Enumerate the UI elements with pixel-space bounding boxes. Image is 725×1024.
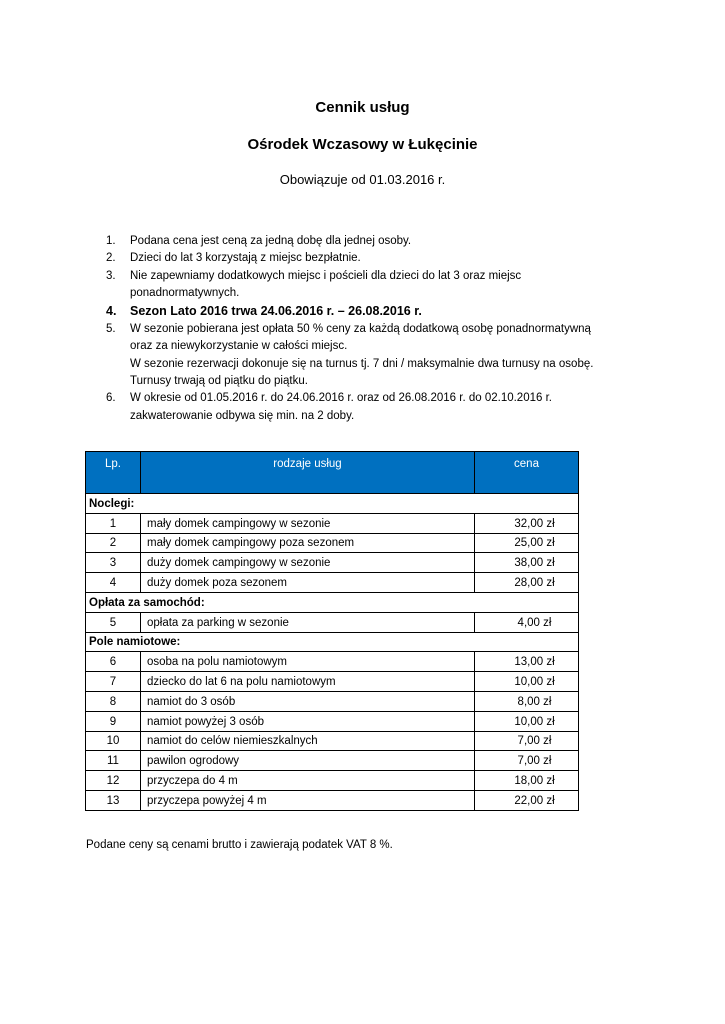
rule-text: Podana cena jest ceną za jedną dobę dla jednej osoby. (130, 235, 412, 247)
rule-item (106, 268, 646, 303)
rule-item-season (106, 302, 646, 321)
row-lp: 12 (86, 771, 141, 791)
rule-text: ponadnormatywnych. (130, 286, 240, 299)
row-lp: 3 (86, 553, 141, 573)
table-row (86, 672, 579, 692)
table-row (86, 790, 579, 810)
row-price: 13,00 zł (475, 652, 579, 672)
rule-item (106, 321, 646, 390)
row-lp: 4 (86, 573, 141, 593)
vat-note: Podane ceny są cenami brutto i zawierają podatek VAT 8 %. (86, 839, 393, 851)
rule-number: 1. (106, 235, 116, 247)
row-price: 28,00 zł (475, 573, 579, 593)
row-price: 18,00 zł (475, 771, 579, 791)
price-table (85, 451, 579, 811)
row-price: 32,00 zł (475, 513, 579, 533)
row-price: 10,00 zł (475, 711, 579, 731)
row-price: 25,00 zł (475, 533, 579, 553)
row-service: namiot do celów niemieszkalnych (141, 731, 475, 751)
table-row (86, 553, 579, 573)
category-row (86, 494, 579, 514)
rule-item (106, 250, 646, 267)
category-samochod: Opłata za samochód: (86, 592, 579, 612)
rule-number: 6. (106, 392, 116, 405)
row-lp: 7 (86, 672, 141, 692)
resort-name: Ośrodek Wczasowy w Łukęcinie (247, 136, 478, 153)
header-service: rodzaje usług (141, 452, 475, 494)
rule-text: oraz za niewykorzystanie w całości miejsc. (130, 340, 348, 353)
row-price: 7,00 zł (475, 751, 579, 771)
row-service: namiot do 3 osób (141, 691, 475, 711)
table-row (86, 652, 579, 672)
table-row (86, 533, 579, 553)
row-lp: 1 (86, 513, 141, 533)
table-row (86, 731, 579, 751)
table-row (86, 711, 579, 731)
page-title: Cennik usług (315, 99, 410, 116)
rule-number: 3. (106, 269, 116, 282)
row-lp: 5 (86, 612, 141, 632)
row-service: opłata za parking w sezonie (141, 612, 475, 632)
row-lp: 13 (86, 790, 141, 810)
row-service: duży domek campingowy w sezonie (141, 553, 475, 573)
category-pole: Pole namiotowe: (86, 632, 579, 652)
row-price: 38,00 zł (475, 553, 579, 573)
table-header-row (86, 452, 579, 494)
rule-text: Dzieci do lat 3 korzystają z miejsc bezpłatnie. (130, 252, 361, 265)
rule-text: W sezonie pobierana jest opłata 50 % ceny za każdą dodatkową osobę ponadnormatywną (130, 323, 591, 336)
header-price: cena (475, 452, 579, 494)
rule-text: Nie zapewniamy dodatkowych miejsc i pościeli dla dzieci do lat 3 oraz miejsc (130, 269, 522, 282)
category-noclegi: Noclegi: (86, 494, 579, 514)
category-row (86, 592, 579, 612)
row-lp: 11 (86, 751, 141, 771)
row-lp: 2 (86, 533, 141, 553)
header-lp: Lp. (86, 452, 141, 494)
row-lp: 9 (86, 711, 141, 731)
row-service: mały domek campingowy poza sezonem (141, 533, 475, 553)
row-service: mały domek campingowy w sezonie (141, 513, 475, 533)
table-row (86, 513, 579, 533)
table-row (86, 612, 579, 632)
rule-number: 4. (106, 304, 117, 319)
row-lp: 8 (86, 691, 141, 711)
rule-item (106, 390, 646, 425)
rule-item (106, 233, 646, 250)
category-row (86, 632, 579, 652)
table-row (86, 691, 579, 711)
row-price: 8,00 zł (475, 691, 579, 711)
rule-number: 5. (106, 323, 116, 336)
row-service: duży domek poza sezonem (141, 573, 475, 593)
rule-text: W okresie od 01.05.2016 r. do 24.06.2016 r. oraz od 26.08.2016 r. do 02.10.2016 r. (130, 392, 552, 405)
table-row (86, 751, 579, 771)
rule-text: zakwaterowanie odbywa się min. na 2 doby. (130, 409, 355, 422)
row-service: osoba na polu namiotowym (141, 652, 475, 672)
row-service: pawilon ogrodowy (141, 751, 475, 771)
rule-text: Sezon Lato 2016 trwa 24.06.2016 r. – 26.08.2016 r. (130, 304, 422, 319)
row-price: 10,00 zł (475, 672, 579, 692)
row-lp: 6 (86, 652, 141, 672)
rule-text: W sezonie rezerwacji dokonuje się na turnus tj. 7 dni / maksymalnie dwa turnusy na osobę. (130, 357, 594, 370)
valid-from-date: Obowiązuje od 01.03.2016 r. (279, 172, 446, 187)
row-service: przyczepa powyżej 4 m (141, 790, 475, 810)
table-row (86, 573, 579, 593)
row-price: 7,00 zł (475, 731, 579, 751)
row-service: namiot powyżej 3 osób (141, 711, 475, 731)
row-price: 22,00 zł (475, 790, 579, 810)
table-row (86, 771, 579, 791)
rules-list (106, 233, 646, 425)
rule-number: 2. (106, 252, 116, 265)
rule-text: Turnusy trwają od piątku do piątku. (130, 375, 308, 388)
row-lp: 10 (86, 731, 141, 751)
row-service: dziecko do lat 6 na polu namiotowym (141, 672, 475, 692)
row-price: 4,00 zł (475, 612, 579, 632)
row-service: przyczepa do 4 m (141, 771, 475, 791)
